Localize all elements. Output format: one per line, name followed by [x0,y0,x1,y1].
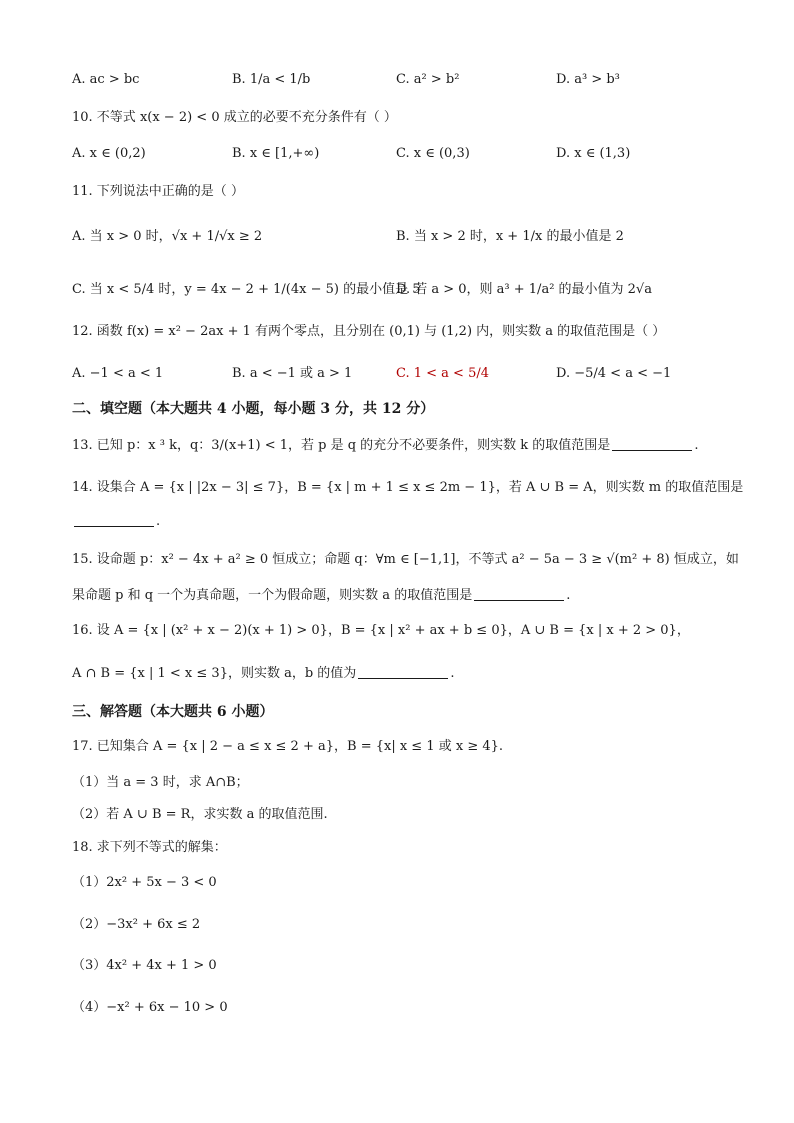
q16-line-2: A ∩ B = {x | 1 < x ≤ 3}，则实数 a，b 的值为 . [72,666,455,681]
q11-option-c: C. 当 x < 5/4 时，y = 4x − 2 + 1/(4x − 5) 的最小值是 5 [72,282,421,297]
q18-item-4: （4）−x² + 6x − 10 > 0 [72,1000,228,1015]
q18-item-1: （1）2x² + 5x − 3 < 0 [72,875,217,890]
q11-stem: 11. 下列说法中正确的是（ ） [72,184,244,199]
section-2-title: 二、填空题（本大题共 4 小题，每小题 3 分，共 12 分） [72,401,435,417]
q14-line-1: 14. 设集合 A = {x | |2x − 3| ≤ 7}，B = {x | m + 1 ≤ x ≤ 2m − 1}，若 A ∪ B = A，则实数 m 的取值范围是 [72,480,744,495]
q11-option-d: D. 若 a > 0，则 a³ + 1/a² 的最小值为 2√a [396,282,652,297]
q9-option-a: A. ac > bc [72,72,140,87]
q18-item-3: （3）4x² + 4x + 1 > 0 [72,958,217,973]
q15-line-2: 果命题 p 和 q 一个为真命题，一个为假命题，则实数 a 的取值范围是 . [72,588,571,603]
q12-option-a: A. −1 < a < 1 [72,366,164,381]
q13: 13. 已知 p：x ³ k，q：3/(x+1) < 1，若 p 是 q 的充分不必要条件，则实数 k 的取值范围是 . [72,438,699,453]
q17-part-2: （2）若 A ∪ B = R，求实数 a 的取值范围. [72,807,328,822]
q11-option-a: A. 当 x > 0 时，√x + 1/√x ≥ 2 [72,229,263,244]
q17-stem: 17. 已知集合 A = {x | 2 − a ≤ x ≤ 2 + a}，B = {x| x ≤ 1 或 x ≥ 4}. [72,739,504,754]
q17-part-1: （1）当 a = 3 时，求 A∩B； [72,775,249,790]
q12-stem: 12. 函数 f(x) = x² − 2ax + 1 有两个零点，且分别在 (0,1) 与 (1,2) 内，则实数 a 的取值范围是（ ） [72,324,666,339]
q9-option-b: B. 1/a < 1/b [232,72,311,87]
q9-option-c: C. a² > b² [396,72,460,87]
q15-answer-blank [474,586,564,601]
q10-option-d: D. x ∈ (1,3) [556,146,631,161]
q12-option-b: B. a < −1 或 a > 1 [232,366,353,381]
q16-answer-blank [358,664,448,679]
q18-stem: 18. 求下列不等式的解集： [72,840,227,855]
q10-stem: 10. 不等式 x(x − 2) < 0 成立的必要不充分条件有（ ） [72,110,397,125]
q13-answer-blank [612,436,692,451]
q16-text: A ∩ B = {x | 1 < x ≤ 3}，则实数 a，b 的值为 [72,666,357,681]
q11-option-b: B. 当 x > 2 时，x + 1/x 的最小值是 2 [396,229,624,244]
q14-answer-blank [74,512,154,527]
section-3-title: 三、解答题（本大题共 6 小题） [72,704,274,720]
q12-option-d: D. −5/4 < a < −1 [556,366,672,381]
q14-line-2: . [72,512,160,532]
q10-option-b: B. x ∈ [1,+∞) [232,146,320,161]
q10-option-c: C. x ∈ (0,3) [396,146,470,161]
q10-option-a: A. x ∈ (0,2) [72,146,146,161]
q15-text: 果命题 p 和 q 一个为真命题，一个为假命题，则实数 a 的取值范围是 [72,588,473,603]
q15-line-1: 15. 设命题 p：x² − 4x + a² ≥ 0 恒成立；命题 q：∀m ∈ [−1,1]，不等式 a² − 5a − 3 ≥ √(m² + 8) 恒成立，如 [72,552,739,567]
q13-text: 13. 已知 p：x ³ k，q：3/(x+1) < 1，若 p 是 q 的充分不必要条件，则实数 k 的取值范围是 [72,438,611,453]
q16-line-1: 16. 设 A = {x | (x² + x − 2)(x + 1) > 0}，B = {x | x² + ax + b ≤ 0}，A ∪ B = {x | x + 2 > 0}， [72,623,690,638]
q9-option-d: D. a³ > b³ [556,72,620,87]
q18-item-2: （2）−3x² + 6x ≤ 2 [72,917,201,932]
q12-option-c: C. 1 < a < 5/4 [396,366,490,381]
